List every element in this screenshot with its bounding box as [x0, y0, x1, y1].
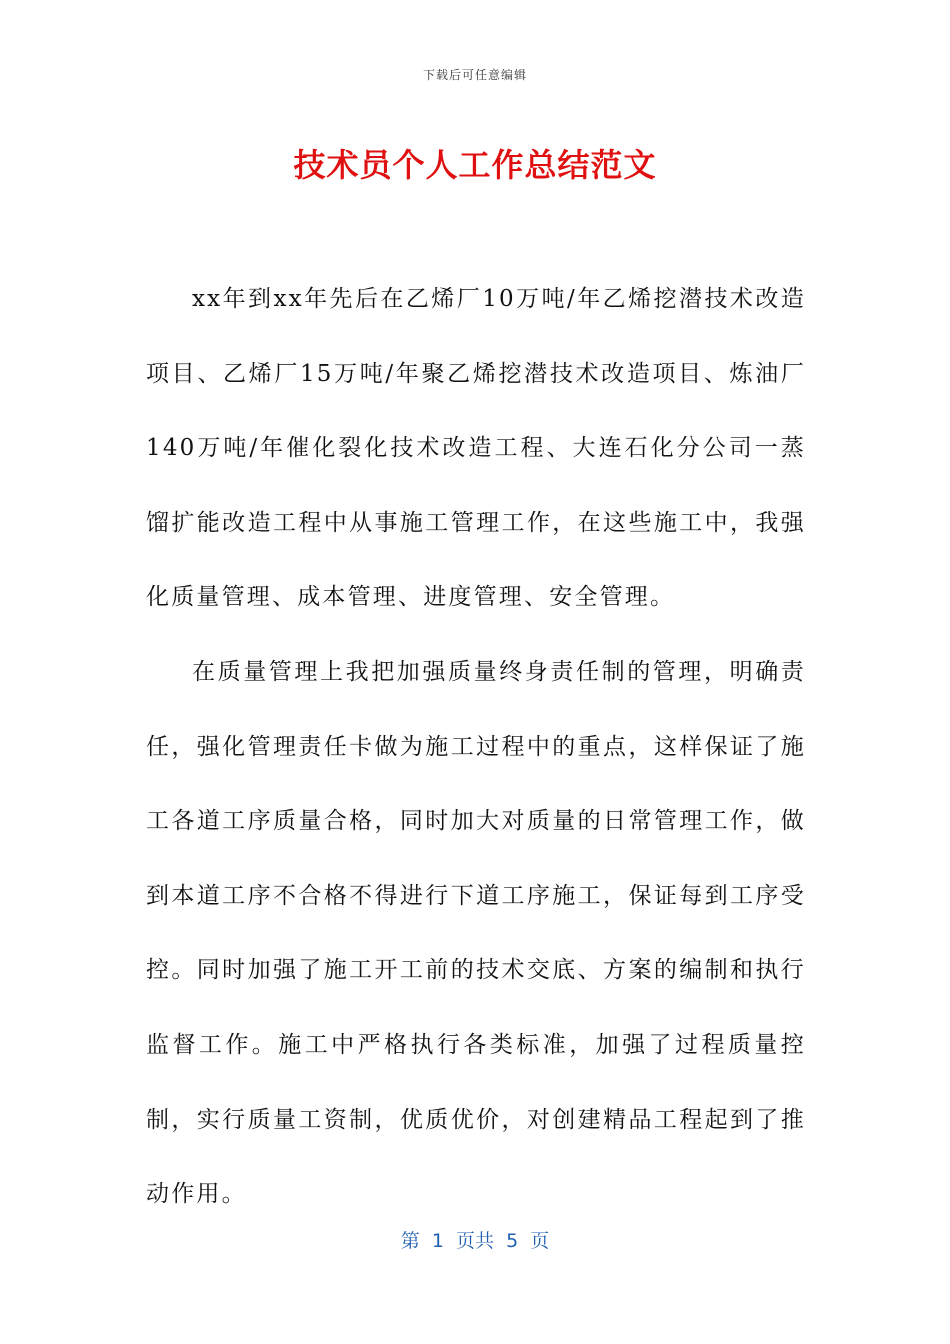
body-paragraph-2: 在质量管理上我把加强质量终身责任制的管理，明确责任，强化管理责任卡做为施工过程中的重点，这样保证了施工各道工序质量合格，同时加大对质量的日常管理工作，做到本道工序不合格不得进行下道工序施工，保证每到工序受控。同时加强了施工开工前的技术交底、方案的编制和执行监督工作。施工中严格执行各类标准，加强了过程质量控制，实行质量工资制，优质优价，对创建精品工程起到了推动作用。: [146, 658, 806, 1208]
body-paragraph-1: xx年到xx年先后在乙烯厂10万吨/年乙烯挖潜技术改造项目、乙烯厂15万吨/年聚乙烯挖潜技术改造项目、炼油厂140万吨/年催化裂化技术改造工程、大连石化分公司一蒸馏扩能改造工程中从事施工管理工作，在这些施工中，我强化质量管理、成本管理、进度管理、安全管理。: [146, 286, 806, 611]
page-number-footer: 第 1 页共 5 页: [400, 1230, 550, 1252]
page-header-note: 下载后可任意编辑: [422, 68, 527, 82]
document-title: 技术员个人工作总结范文: [293, 146, 657, 184]
document-body: [146, 262, 806, 1232]
